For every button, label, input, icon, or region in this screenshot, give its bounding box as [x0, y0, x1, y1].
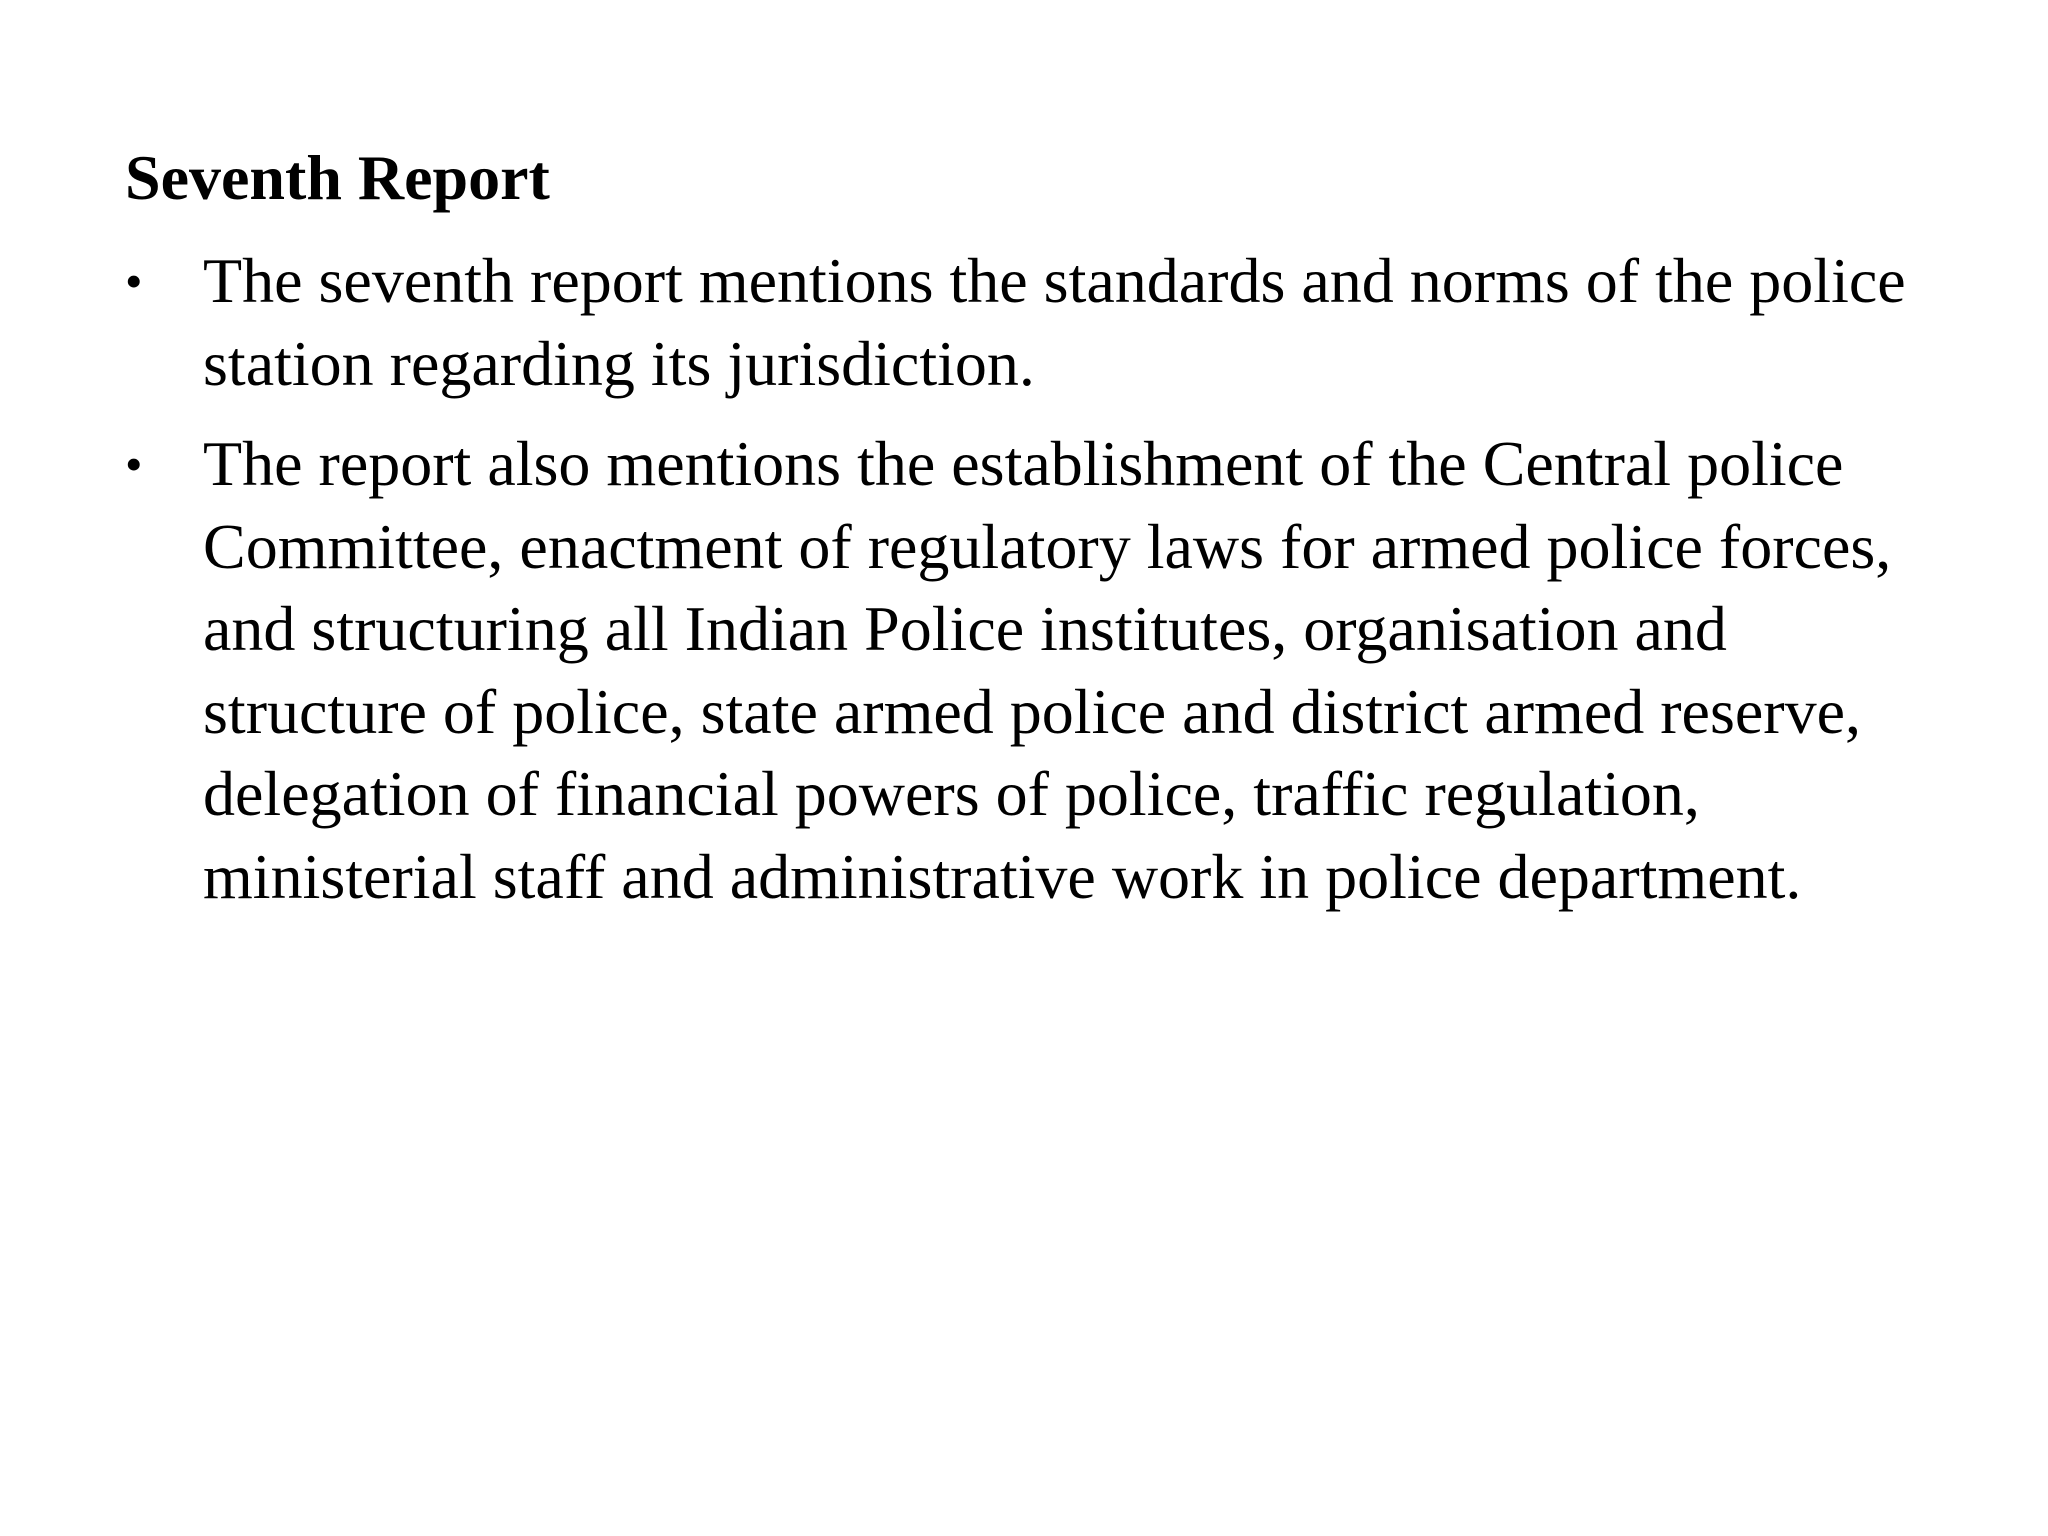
- slide-title: Seventh Report: [125, 142, 550, 213]
- bullet-item: [125, 240, 1945, 405]
- bullet-marker: •: [125, 253, 143, 309]
- bullet-text: The report also mentions the establishment of the Central police Committee, enactment of regulatory laws for armed police forces, and structuring all Indian Police institutes, organisation and structure of police, state armed police and district armed reserve, delegation of financial powers of police, traffic regulation, ministerial staff and administrative work in police department.: [203, 428, 1892, 912]
- bullet-list: [125, 240, 1945, 918]
- bullet-text: The seventh report mentions the standards and norms of the police station regarding its jurisdiction.: [203, 245, 1906, 399]
- bullet-item: [125, 423, 1945, 918]
- bullet-marker: •: [125, 436, 143, 492]
